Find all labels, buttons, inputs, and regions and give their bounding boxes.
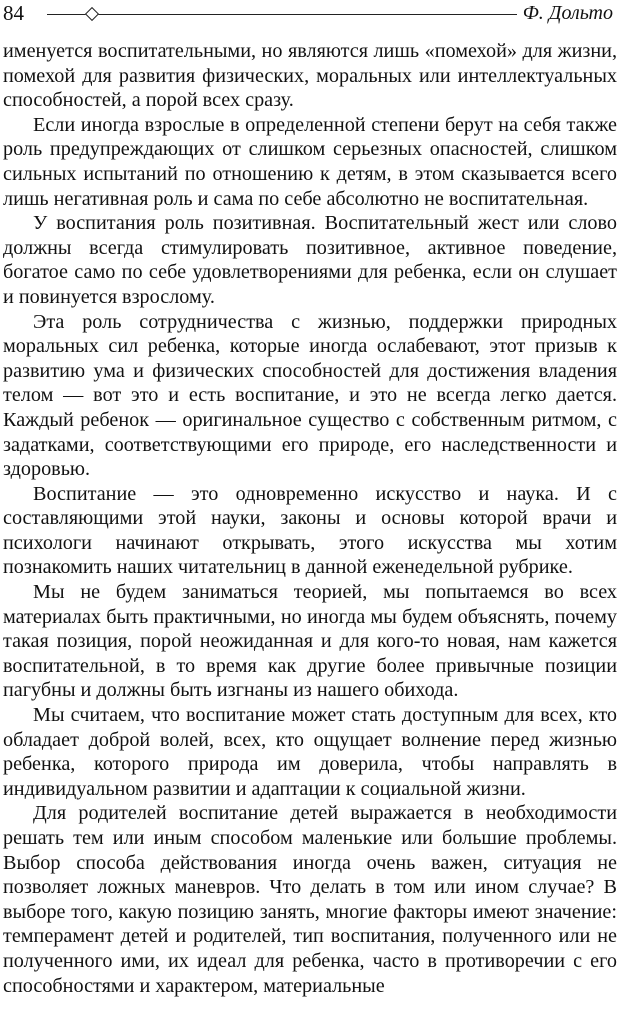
page-body: [3, 39, 617, 998]
diamond-ornament-icon: [85, 7, 99, 21]
paragraph: Если иногда взрослые в определенной степени берут на себя также роль предупреждающих от слишком серьезных опасностей, слишком сильных испытаний по отношению к детям, в этом сказывается всего лишь негативная роль и сама по себе абсолютно не воспитательная.: [3, 113, 617, 210]
paragraph: Мы не будем заниматься теорией, мы попытаемся во всех материалах быть практичными, но иногда мы будем объяснять, почему такая позиция, порой неожиданная и для кого-то новая, нам кажется воспитательной, в то время как другие более привычные позиции пагубны и должны быть изгнаны из нашего обихода.: [3, 581, 617, 702]
page-header: [3, 0, 617, 30]
page-number: 84: [3, 1, 24, 25]
header-rule: [47, 14, 517, 15]
paragraph: Эта роль сотрудничества с жизнью, поддержки природных моральных сил ребенка, которые иногда ослабевают, этот призыв к развитию ума и физических способностей для достижения владения телом — вот это и есть воспитание, и это не всегда легко дается. Каждый ребенок — оригинальное существо с собственным ритмом, с задатками, соответствующими его природе, его наследственности и здоровью.: [3, 310, 617, 481]
paragraph: Воспитание — это одновременно искусство и наука. И с составляющими этой науки, законы и основы которой врачи и психологи начинают открывать, этого искусства мы хотим познакомить наших читательниц в данной еженедельной рубрике.: [3, 482, 617, 579]
paragraph-continued: именуется воспитательными, но являются лишь «помехой» для жизни, помехой для развития физических, моральных или интеллектуальных способностей, а порой всех сразу.: [3, 40, 617, 112]
paragraph: У воспитания роль позитивная. Воспитательный жест или слово должны всегда стимулировать позитивное, активное поведение, богатое само по себе удовлетворениями для ребенка, если он слушает и повинуется взрослому.: [3, 212, 617, 308]
running-head-author: Ф. Дольто: [522, 2, 613, 24]
paragraph: Для родителей воспитание детей выражается в необходимости решать тем или иным способом маленькие или большие проблемы. Выбор способа действования иногда очень важен, ситуация не позволяет ложных маневров. Что делать в том или ином случае? В выборе того, какую позицию занять, многие факторы имеют значение: темперамент детей и родителей, тип воспитания, полученного или не полученного ими, их идеал для ребенка, часто в противоречии с его способностями и характером, материальные: [3, 802, 617, 997]
paragraph: Мы считаем, что воспитание может стать доступным для всех, кто обладает доброй волей, всех, кто ощущает волнение перед жизнью ребенка, которого природа им доверила, чтобы направлять в индивидуальном развитии и адаптации к социальной жизни.: [3, 704, 617, 800]
